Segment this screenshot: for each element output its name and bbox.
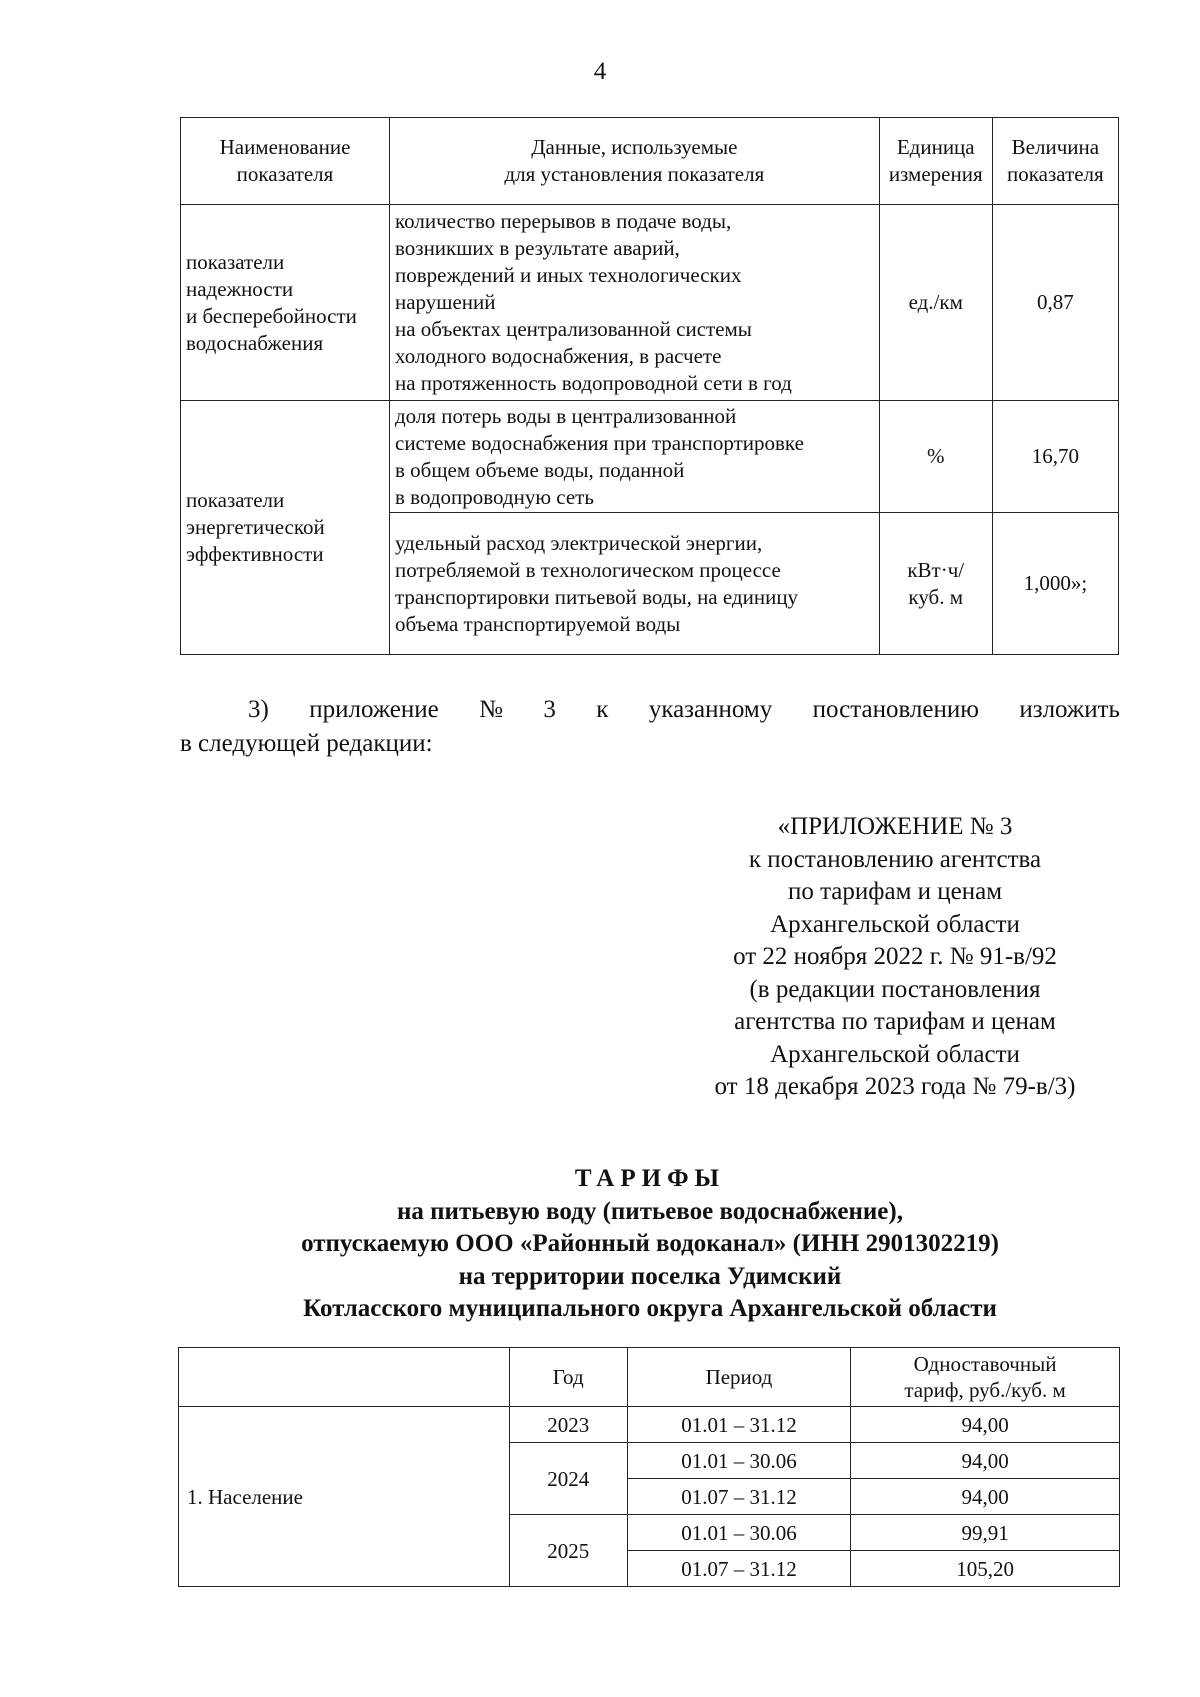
paragraph-line-1: [180, 693, 1120, 727]
paragraph-word: указанному: [648, 696, 773, 723]
period-cell: 01.07 – 31.12: [627, 1479, 850, 1515]
tariff-heading-line: на питьевую воду (питьевое водоснабжение),: [397, 1197, 903, 1225]
year-cell: 2023: [509, 1407, 627, 1443]
energy-row-water-loss: [181, 401, 1119, 513]
text-line: холодного водоснабжения, в расчете: [395, 344, 722, 368]
header-year: Год: [509, 1348, 627, 1407]
reliability-indicator-data: [390, 205, 880, 401]
text-line: показатели: [186, 488, 285, 512]
text-line: количество перерывов в подаче воды,: [395, 209, 732, 233]
header-indicator-data: [390, 118, 880, 205]
text-line: транспортировки питьевой воды, на единицу: [395, 584, 799, 609]
reliability-unit: ед./км: [879, 205, 992, 401]
tariff-heading: [0, 1163, 1200, 1326]
appendix-line: Архангельской области: [770, 1040, 1020, 1068]
appendix-reference-block: [640, 811, 1150, 1104]
indicators-header-row: [181, 118, 1119, 205]
text-line: куб. м: [908, 584, 964, 609]
page-number: 4: [593, 58, 607, 85]
text-line: на объектах централизованной системы: [395, 317, 752, 341]
water-loss-unit: %: [879, 401, 992, 513]
tariff-heading-line: Котласского муниципального округа Архангельской области: [303, 1295, 997, 1322]
header-data-line1: Данные, используемые: [531, 135, 738, 159]
tariff-heading-line: на территории поселка Удимский: [458, 1262, 842, 1290]
year-cell: 2024: [509, 1443, 627, 1515]
appendix-line: Архангельской области: [770, 910, 1020, 938]
header-name-line2: показателя: [236, 162, 334, 186]
tariff-title: ТАРИФЫ: [574, 1165, 726, 1192]
appendix-line: «ПРИЛОЖЕНИЕ № 3: [777, 813, 1013, 840]
header-tariff-line1: Одноставочный: [913, 1352, 1057, 1376]
paragraph-word: 3): [248, 696, 269, 723]
energy-indicator-name: [181, 401, 390, 655]
header-value-line1: Величина: [1011, 135, 1100, 159]
header-value-line2: показателя: [1007, 162, 1104, 186]
text-line: на протяженность водопроводной сети в год: [395, 371, 792, 395]
tariff-cell: 94,00: [851, 1479, 1120, 1515]
header-tariff: [851, 1348, 1120, 1407]
water-loss-value: 16,70: [992, 401, 1118, 513]
text-line: возникших в результате аварий,: [395, 236, 680, 260]
tariff-cell: 99,91: [851, 1515, 1120, 1551]
reliability-indicator-name: [181, 205, 390, 401]
reliability-row: [181, 205, 1119, 401]
text-line: надежности: [186, 276, 294, 301]
header-data-line2: для установления показателя: [504, 162, 765, 186]
tariff-heading-line: отпускаемую ООО «Районный водоканал» (ИНН 2901302219): [301, 1230, 999, 1257]
header-empty: [179, 1348, 510, 1407]
text-line: в водопроводную сеть: [395, 484, 594, 509]
text-line: повреждений и иных технологических: [395, 263, 742, 287]
tariff-cell: 105,20: [851, 1551, 1120, 1587]
header-unit-line1: Единица: [896, 135, 975, 159]
tariff-header-row: [179, 1348, 1120, 1407]
appendix-line: от 18 декабря 2023 года № 79-в/3): [714, 1073, 1076, 1100]
consumer-group: 1. Население: [179, 1407, 510, 1587]
header-period: Период: [627, 1348, 850, 1407]
table-row: [179, 1407, 1120, 1443]
tariff-cell: 94,00: [851, 1443, 1120, 1479]
electricity-unit: [879, 513, 992, 655]
year-cell: 2025: [509, 1515, 627, 1587]
electricity-data: [390, 513, 880, 655]
appendix-line: от 22 ноября 2022 г. № 91-в/92: [733, 943, 1057, 970]
period-cell: 01.01 – 31.12: [627, 1407, 850, 1443]
header-unit: [879, 118, 992, 205]
header-tariff-line2: тариф, руб./куб. м: [904, 1378, 1066, 1402]
paragraph-word: приложение: [309, 696, 439, 723]
text-line: показатели: [186, 249, 285, 274]
text-line: удельный расход электрической энергии,: [395, 530, 763, 555]
electricity-value: 1,000»;: [992, 513, 1118, 655]
text-line: системе водоснабжения при транспортировке: [395, 430, 804, 455]
header-unit-line2: измерения: [888, 162, 983, 186]
header-name-line1: Наименование: [219, 135, 351, 159]
paragraph-word: постановлению: [812, 696, 979, 723]
reliability-value: 0,87: [992, 205, 1118, 401]
header-value: [992, 118, 1118, 205]
tariff-cell: 94,00: [851, 1407, 1120, 1443]
text-line: кВт·ч/: [907, 557, 965, 582]
paragraph-word: к: [596, 696, 609, 723]
text-line: водоснабжения: [186, 330, 324, 355]
text-line: энергетической: [186, 515, 325, 539]
appendix-line: по тарифам и ценам: [787, 878, 1003, 905]
tariff-table: [178, 1347, 1120, 1587]
paragraph-word: 3: [543, 696, 556, 723]
header-indicator-name: [181, 118, 390, 205]
text-line: эффективности: [186, 542, 324, 566]
amendment-paragraph: [180, 693, 1120, 761]
text-line: в общем объеме воды, поданной: [395, 457, 685, 482]
appendix-line: к постановлению агентства: [748, 845, 1042, 873]
text-line: и бесперебойности: [186, 303, 357, 328]
paragraph-line-2: в следующей редакции:: [180, 730, 433, 757]
period-cell: 01.01 – 30.06: [627, 1443, 850, 1479]
appendix-line: агентства по тарифам и ценам: [734, 1008, 1056, 1035]
paragraph-word: изложить: [1019, 696, 1120, 723]
water-loss-data: [390, 401, 880, 513]
indicators-table: [180, 117, 1119, 655]
period-cell: 01.01 – 30.06: [627, 1515, 850, 1551]
text-line: доля потерь воды в централизованной: [395, 403, 737, 428]
text-line: объема транспортируемой воды: [395, 611, 681, 636]
paragraph-word: №: [479, 696, 503, 723]
text-line: потребляемой в технологическом процессе: [395, 557, 781, 582]
appendix-line: (в редакции постановления: [749, 975, 1041, 1003]
text-line: нарушений: [395, 290, 496, 314]
period-cell: 01.07 – 31.12: [627, 1551, 850, 1587]
